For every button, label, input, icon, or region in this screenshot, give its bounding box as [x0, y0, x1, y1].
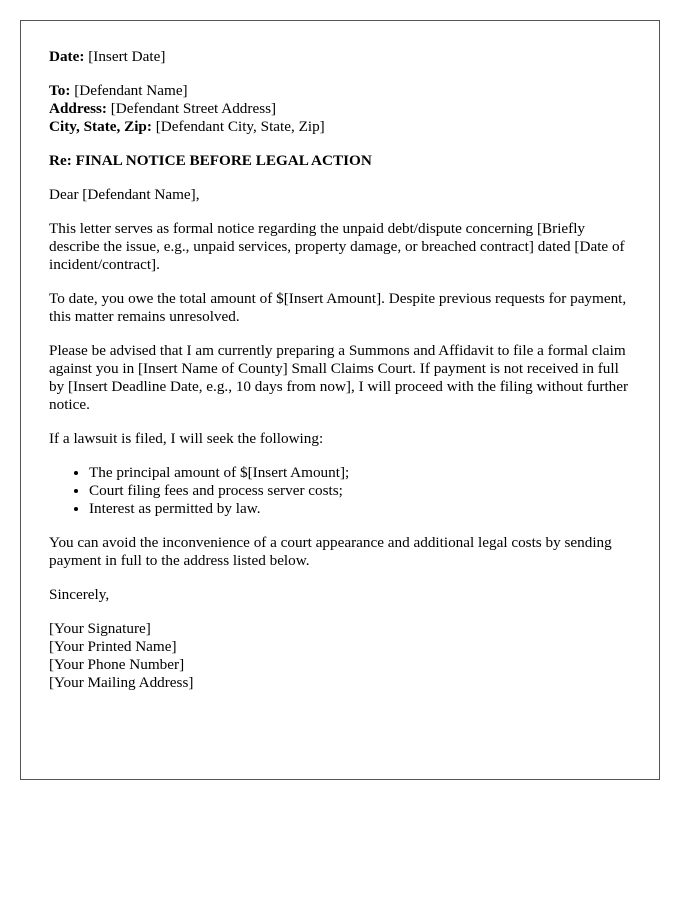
list-item: • Court filing fees and process server costs; [89, 482, 631, 500]
signature-line: [Your Signature] [49, 620, 151, 637]
paragraph-lawsuit: If a lawsuit is filed, I will seek the following: [49, 430, 324, 447]
paragraph-issue: This letter serves as formal notice regarding the unpaid debt/dispute concerning [Briefly describe the issue, e.g., unpaid services, property damage, or breached contract] dated [Date of incident/contract]. [49, 220, 625, 273]
city-line [49, 118, 631, 136]
city-value: [Defendant City, State, Zip] [155, 118, 325, 135]
salutation: Dear [Defendant Name], [49, 186, 200, 203]
paragraph-filing: Please be advised that I am currently preparing a Summons and Affidavit to file a formal claim against you in [Insert Name of County] Small Claims Court. If payment is not received in full by [Insert Deadline Date, e.g., 10 days from now], I will proceed with the filing without further notice. [49, 342, 629, 413]
address-label: Address: [49, 100, 107, 117]
to-line [49, 82, 631, 100]
list-item: • The principal amount of $[Insert Amount]; [89, 464, 631, 482]
mailing-address-line: [Your Mailing Address] [49, 674, 194, 691]
paragraph-amount: To date, you owe the total amount of $[Insert Amount]. Despite previous requests for payment, this matter remains unresolved. [49, 290, 627, 325]
printed-name-line: [Your Printed Name] [49, 638, 177, 655]
date-value: [Insert Date] [88, 48, 166, 65]
letter-document [20, 20, 660, 780]
date-label: Date: [49, 48, 85, 65]
address-value: [Defendant Street Address] [110, 100, 277, 117]
list-item: • Interest as permitted by law. [89, 500, 631, 518]
address-line [49, 100, 631, 118]
to-label: To: [49, 82, 71, 99]
closing-paragraph: You can avoid the inconvenience of a court appearance and additional legal costs by sending payment in full to the address listed below. [49, 534, 612, 569]
closing: Sincerely, [49, 586, 110, 603]
city-label: City, State, Zip: [49, 118, 152, 135]
subject-line: Re: FINAL NOTICE BEFORE LEGAL ACTION [49, 152, 372, 169]
signature-block [49, 620, 631, 692]
claims-list [49, 464, 631, 518]
date-block [49, 48, 631, 66]
phone-line: [Your Phone Number] [49, 656, 185, 673]
recipient-block [49, 82, 631, 136]
to-value: [Defendant Name] [74, 82, 188, 99]
